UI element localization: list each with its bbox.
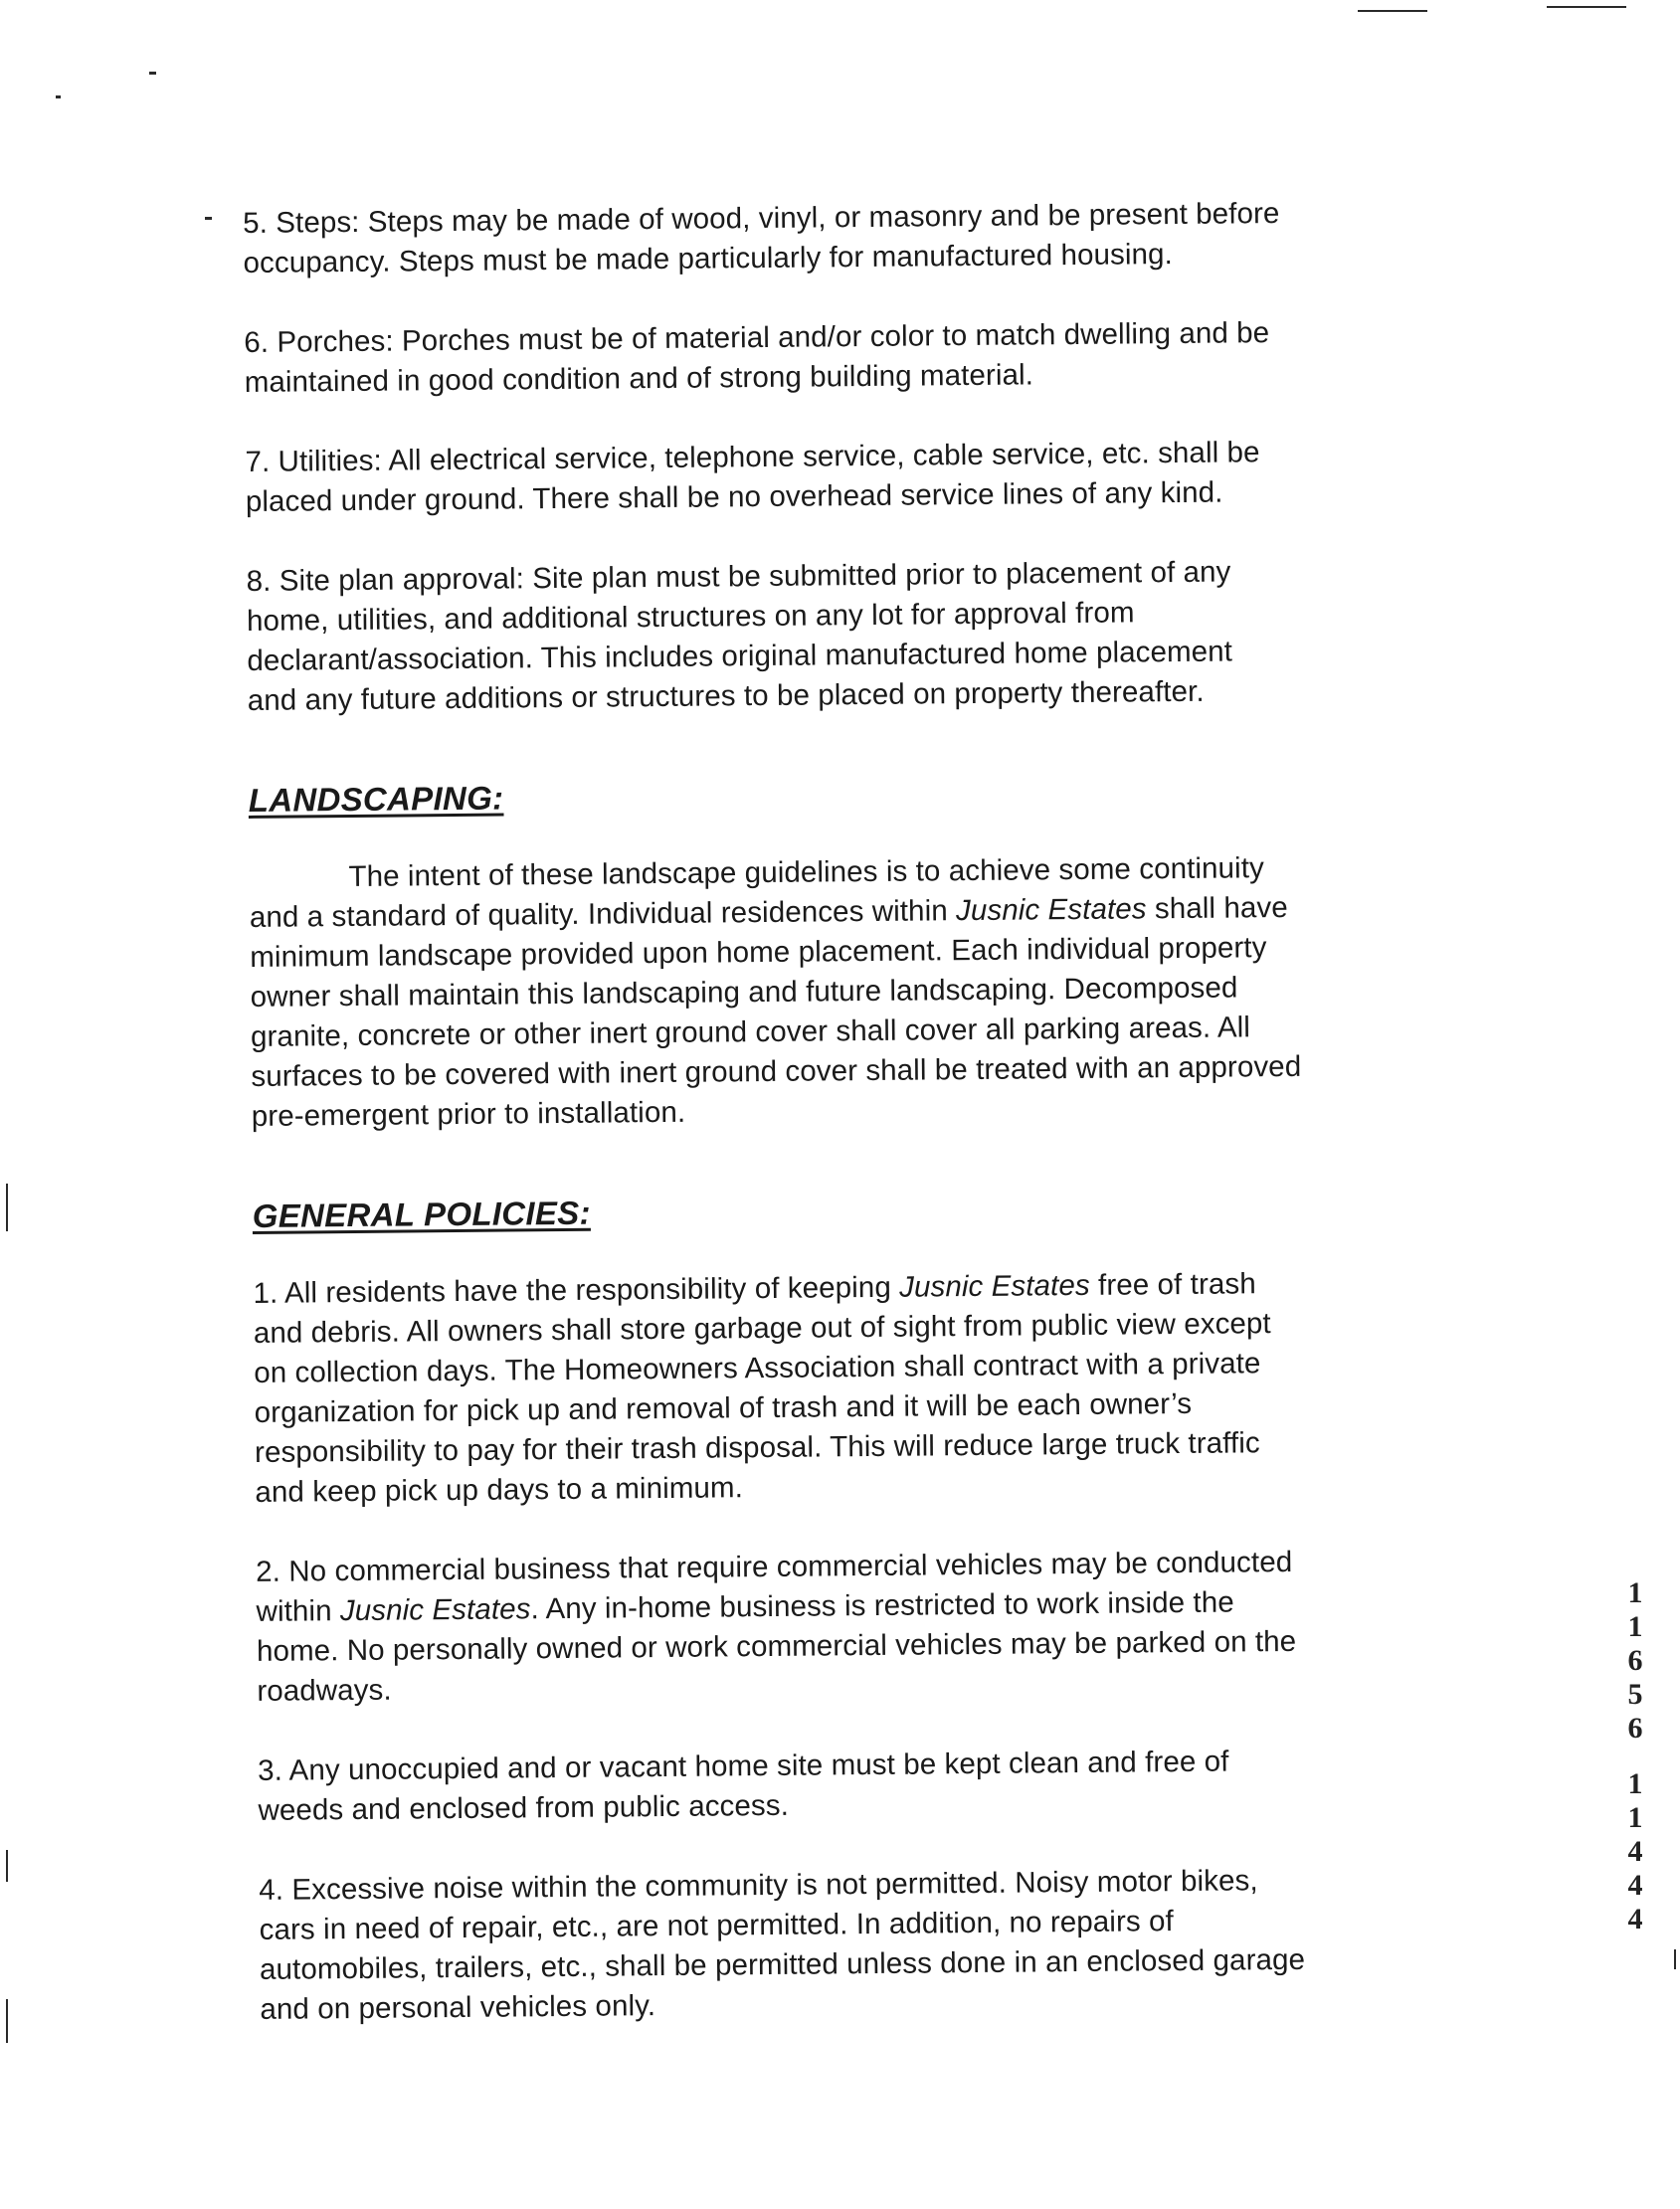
- scan-margin-mark: [6, 1850, 8, 1882]
- policy-1: [253, 1263, 1438, 1513]
- policy-2-part2: . Any in-home business is restricted to work inside the home. No personally owned or work commercial vehicles may be parked on the roadways.: [256, 1585, 1297, 1708]
- stamp-digit: 6: [1627, 1712, 1643, 1745]
- item-utilities: 7. Utilities: All electrical service, telephone service, cable service, etc. shall be placed under ground. There shall be no overhead service lines of any kind.: [245, 436, 1260, 518]
- landscaping-text-part2: shall have minimum landscape provided upon home placement. Each individual property owner shall maintain this landscaping and future landscaping. Decomposed granite, concrete or other inert ground cover shall cover all parking areas. All surfaces to be covered with inert ground cover shall be treated with an approved pre-emergent prior to installation.: [250, 890, 1302, 1133]
- stamp-digit: 4: [1627, 1869, 1643, 1902]
- policy-4: 4. Excessive noise within the community is not permitted. Noisy motor bikes, cars in need of repair, etc., are not permitted. In addition, no repairs of automobiles, trailers, etc., shall be permitted unless done in an enclosed garage and on personal vehicles only.: [259, 1864, 1306, 2026]
- margin-document-number: [1617, 1576, 1653, 1936]
- scan-margin-mark: [6, 1184, 8, 1231]
- general-policies-heading: GENERAL POLICIES:: [252, 1194, 591, 1234]
- landscaping-text-part1: The intent of these landscape guidelines is to achieve some continuity and a standard of quality. Individual residences within: [249, 851, 1265, 934]
- item-steps: 5. Steps: Steps may be made of wood, vinyl, or masonry and be present before occupancy. Steps must be made particularly for manufactured housing.: [243, 196, 1280, 279]
- stamp-digit: 5: [1627, 1678, 1643, 1711]
- stamp-digit: 4: [1627, 1835, 1643, 1868]
- policy-2: [256, 1542, 1440, 1712]
- estate-name: Jusnic Estates: [955, 892, 1147, 928]
- scan-speck: [205, 217, 212, 220]
- landscaping-paragraph: [249, 847, 1435, 1137]
- stamp-digit: 1: [1627, 1767, 1643, 1800]
- policy-1-part1: 1. All residents have the responsibility of keeping: [253, 1270, 900, 1310]
- scan-speck: [56, 95, 61, 98]
- policy-2-part1: 2. No commercial business that require commercial vehicles may be conducted within: [256, 1545, 1293, 1628]
- scan-mark-top-line: [1547, 6, 1626, 8]
- policy-1-part2: free of trash and debris. All owners shall store garbage out of sight from public view except on collection days. The Homeowners Association shall contract with a private organization for pick up and removal of trash and it will be each owner’s responsibility to pay for their trash disposal. This will reduce large truck traffic and keep pick up days to a minimum.: [253, 1267, 1271, 1509]
- scan-mark-top-line: [1358, 10, 1427, 12]
- stamp-digit: 1: [1627, 1801, 1643, 1834]
- estate-name: Jusnic Estates: [898, 1268, 1090, 1304]
- stamp-digit: 4: [1627, 1903, 1643, 1935]
- item-porches: 6. Porches: Porches must be of material and/or color to match dwelling and be maintained in good condition and of strong building material.: [244, 316, 1270, 399]
- scan-margin-mark: [1674, 1949, 1676, 1969]
- stamp-digit: 6: [1627, 1644, 1643, 1677]
- policy-3: 3. Any unoccupied and or vacant home site must be kept clean and free of weeds and enclosed from public access.: [257, 1745, 1229, 1827]
- document-body: [243, 193, 1444, 2030]
- landscaping-heading: LANDSCAPING:: [248, 779, 504, 819]
- stamp-digit: 1: [1627, 1610, 1643, 1643]
- stamp-digit: 1: [1627, 1576, 1643, 1609]
- item-site-plan-approval: 8. Site plan approval: Site plan must be submitted prior to placement of any home, utilities, and additional structures on any lot for approval from declarant/association. This includes original manufactured home placement and any future additions or structures to be placed on property thereafter.: [246, 555, 1233, 717]
- scan-speck: [149, 72, 156, 75]
- estate-name: Jusnic Estates: [339, 1592, 531, 1628]
- scan-margin-mark: [6, 1999, 8, 2043]
